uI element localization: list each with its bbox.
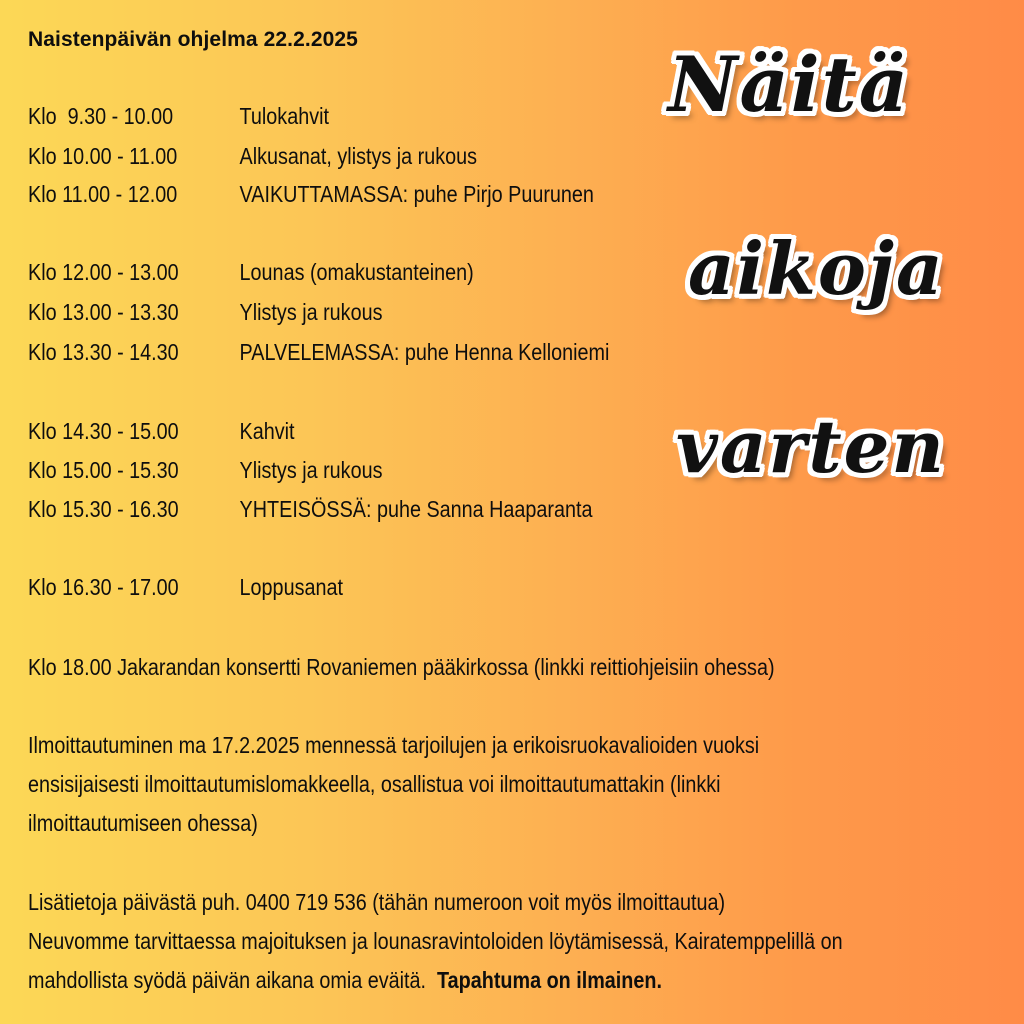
schedule-row	[28, 101, 329, 131]
schedule-row	[28, 179, 594, 209]
concert-info	[28, 648, 775, 687]
registration-info	[28, 726, 759, 843]
schedule-activity: VAIKUTTAMASSA: puhe Pirjo Puurunen	[239, 181, 594, 207]
info-line-text: mahdollista syödä päivän aikana omia eväitä.	[28, 967, 427, 993]
schedule-time: Klo 15.30 - 16.30	[28, 496, 179, 522]
schedule-activity: Tulokahvit	[239, 103, 329, 129]
registration-line: ilmoittautumiseen ohessa)	[28, 810, 258, 836]
registration-line: Ilmoittautuminen ma 17.2.2025 mennessä tarjoilujen ja erikoisruokavalioiden vuoksi	[28, 732, 760, 758]
script-word-naita: Näitä	[668, 40, 910, 129]
schedule-time: Klo 9.30 - 10.00	[28, 103, 174, 129]
schedule-activity: PALVELEMASSA: puhe Henna Kelloniemi	[239, 339, 610, 365]
schedule-activity: Kahvit	[239, 418, 295, 444]
schedule-activity: Lounas (omakustanteinen)	[239, 259, 474, 285]
schedule-row	[28, 455, 382, 485]
schedule-row	[28, 572, 343, 602]
info-line: Lisätietoja päivästä puh. 0400 719 536 (tähän numeroon voit myös ilmoittautua)	[28, 889, 726, 915]
free-event-note: Tapahtuma on ilmainen.	[437, 967, 662, 993]
schedule-activity: Alkusanat, ylistys ja rukous	[239, 143, 478, 169]
info-line: Neuvomme tarvittaessa majoituksen ja lounasravintoloiden löytämisessä, Kairatemppelillä on	[28, 928, 843, 954]
schedule-time: Klo 13.00 - 13.30	[28, 299, 179, 325]
schedule-time: Klo 14.30 - 15.00	[28, 418, 179, 444]
schedule-time: Klo 11.00 - 12.00	[28, 181, 178, 207]
schedule-time: Klo 16.30 - 17.00	[28, 574, 179, 600]
schedule-time: Klo 13.30 - 14.30	[28, 339, 179, 365]
info-line-last	[28, 961, 843, 1000]
contact-info	[28, 883, 843, 1000]
schedule-activity: Ylistys ja rukous	[239, 457, 383, 483]
schedule-row	[28, 416, 295, 446]
schedule-activity: Loppusanat	[239, 574, 343, 600]
schedule-row	[28, 257, 474, 287]
schedule-row	[28, 141, 477, 171]
schedule-row	[28, 297, 382, 327]
page-title: Naistenpäivän ohjelma 22.2.2025	[28, 28, 358, 51]
schedule-row	[28, 337, 609, 367]
schedule-time: Klo 10.00 - 11.00	[28, 143, 178, 169]
concert-line: Klo 18.00 Jakarandan konsertti Rovaniemen pääkirkossa (linkki reittiohjeisiin ohessa)	[28, 654, 775, 680]
schedule-activity: Ylistys ja rukous	[239, 299, 383, 325]
script-word-aikoja: aikoja	[688, 226, 945, 311]
schedule-activity: YHTEISÖSSÄ: puhe Sanna Haaparanta	[239, 496, 593, 522]
schedule-time: Klo 12.00 - 13.00	[28, 259, 179, 285]
schedule-time: Klo 15.00 - 15.30	[28, 457, 179, 483]
script-word-varten: varten	[676, 404, 946, 489]
schedule-row	[28, 494, 593, 524]
registration-line: ensisijaisesti ilmoittautumislomakkeella, osallistua voi ilmoittautumattakin (linkki	[28, 771, 721, 797]
